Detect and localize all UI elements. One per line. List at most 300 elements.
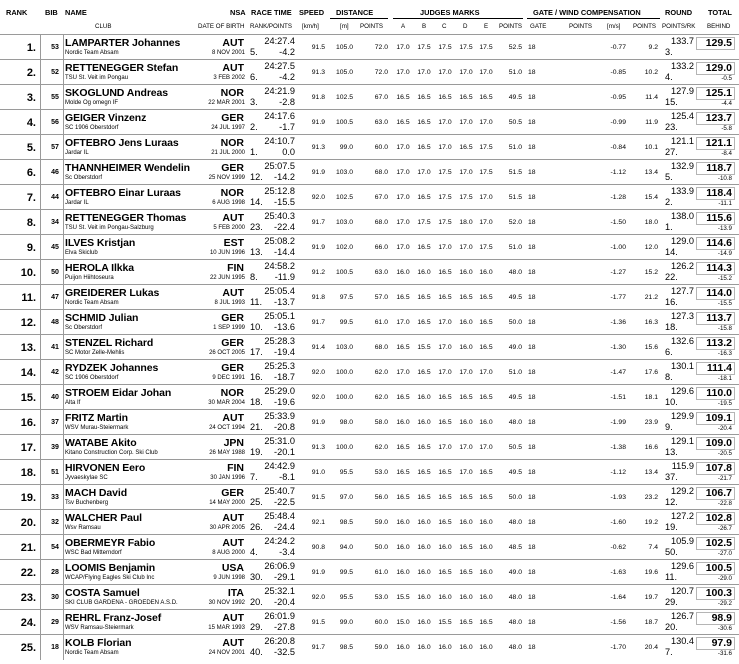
cell-rank: 20. bbox=[20, 517, 36, 529]
cell-race-behind: -19.6 bbox=[274, 397, 295, 407]
cell-race-behind: -20.1 bbox=[274, 447, 295, 457]
cell-club: Elva Skiclub bbox=[65, 250, 98, 256]
cell-race-behind: -4.2 bbox=[279, 72, 295, 82]
cell-race-time: 25:40.7 bbox=[264, 486, 295, 496]
table-row bbox=[0, 484, 739, 509]
cell-round-pts: 127.3 bbox=[671, 311, 694, 321]
cell-dist-pts: 56.0 bbox=[374, 494, 388, 501]
cell-dist-pts: 68.0 bbox=[374, 219, 388, 226]
cell-dist: 99.0 bbox=[339, 619, 353, 626]
column-divider bbox=[63, 460, 64, 485]
cell-total: 100.3 bbox=[705, 587, 732, 599]
cell-j-pts: 49.0 bbox=[508, 569, 522, 576]
cell-je: 16.5 bbox=[479, 319, 493, 326]
cell-wind: -1.30 bbox=[610, 344, 626, 351]
cell-dist: 100.0 bbox=[335, 394, 353, 401]
cell-ja: 16.0 bbox=[396, 544, 410, 551]
cell-ja: 17.0 bbox=[396, 144, 410, 151]
column-divider bbox=[40, 335, 41, 360]
cell-race-behind: -22.5 bbox=[274, 497, 295, 507]
cell-behind: -21.7 bbox=[717, 475, 732, 482]
cell-wind-pts: 16.6 bbox=[644, 444, 658, 451]
header-judge-points: POINTS bbox=[499, 23, 523, 30]
cell-race-rank: 11. bbox=[250, 297, 263, 307]
cell-j-pts: 48.5 bbox=[508, 544, 522, 551]
cell-round-rank: 11. bbox=[665, 572, 678, 582]
table-row bbox=[0, 609, 739, 634]
cell-speed: 92.0 bbox=[311, 194, 325, 201]
cell-race-time: 24:58.2 bbox=[264, 261, 295, 271]
cell-jd: 16.0 bbox=[459, 419, 473, 426]
cell-bib: 28 bbox=[51, 569, 59, 576]
cell-speed: 91.7 bbox=[311, 644, 325, 651]
column-divider bbox=[63, 35, 64, 60]
cell-gate: 18 bbox=[528, 169, 536, 176]
cell-wind-pts: 18.7 bbox=[644, 619, 658, 626]
cell-je: 17.5 bbox=[479, 144, 493, 151]
table-row bbox=[0, 434, 739, 459]
cell-jc: 17.0 bbox=[438, 444, 452, 451]
cell-jd: 17.5 bbox=[459, 194, 473, 201]
cell-nsa: NOR bbox=[220, 87, 244, 99]
cell-behind: -26.7 bbox=[717, 525, 732, 532]
cell-race-time: 25:29.0 bbox=[264, 386, 295, 396]
column-divider bbox=[40, 260, 41, 285]
cell-bib: 52 bbox=[51, 69, 59, 76]
cell-jd: 18.0 bbox=[459, 219, 473, 226]
cell-je: 16.0 bbox=[479, 519, 493, 526]
cell-speed: 91.8 bbox=[311, 294, 325, 301]
cell-wind-pts: 18.0 bbox=[644, 219, 658, 226]
cell-j-pts: 51.0 bbox=[508, 69, 522, 76]
cell-dist-pts: 68.0 bbox=[374, 169, 388, 176]
cell-behind: -19.5 bbox=[717, 400, 732, 407]
cell-round-pts: 130.1 bbox=[671, 361, 694, 371]
header-name: NAME bbox=[65, 8, 87, 17]
cell-race-behind: -20.4 bbox=[274, 597, 295, 607]
cell-race-rank: 16. bbox=[250, 372, 263, 382]
cell-nsa: GER bbox=[221, 162, 244, 174]
column-divider bbox=[40, 85, 41, 110]
cell-jc: 16.5 bbox=[438, 469, 452, 476]
cell-jc: 17.0 bbox=[438, 144, 452, 151]
cell-round-rank: 6. bbox=[665, 347, 673, 357]
cell-nsa: GER bbox=[221, 337, 244, 349]
cell-jc: 16.0 bbox=[438, 594, 452, 601]
cell-race-behind: -1.7 bbox=[279, 122, 295, 132]
header-speed: SPEED bbox=[299, 8, 325, 17]
cell-race-time: 25:25.3 bbox=[264, 361, 295, 371]
header-speed-unit: [km/h] bbox=[302, 23, 319, 30]
cell-j-pts: 50.0 bbox=[508, 494, 522, 501]
cell-race-behind: -8.1 bbox=[279, 472, 295, 482]
cell-total: 129.0 bbox=[705, 62, 732, 74]
cell-name: OFTEBRO Einar Luraas bbox=[65, 187, 181, 199]
cell-speed: 91.8 bbox=[311, 94, 325, 101]
cell-speed: 91.9 bbox=[311, 119, 325, 126]
column-divider bbox=[63, 610, 64, 635]
cell-gate: 18 bbox=[528, 94, 536, 101]
cell-rank: 17. bbox=[20, 442, 36, 454]
column-divider bbox=[63, 485, 64, 510]
cell-round-pts: 115.9 bbox=[671, 461, 694, 471]
cell-dist: 103.0 bbox=[335, 169, 353, 176]
cell-speed: 92.0 bbox=[311, 594, 325, 601]
cell-dob: 8 AUG 2000 bbox=[212, 550, 245, 556]
cell-rank: 12. bbox=[20, 317, 36, 329]
cell-nsa: GER bbox=[221, 112, 244, 124]
cell-wind: -1.77 bbox=[610, 294, 626, 301]
header-judge-e: E bbox=[484, 23, 489, 30]
cell-jc: 17.5 bbox=[438, 169, 452, 176]
cell-dob: 30 MAR 2004 bbox=[208, 400, 245, 406]
cell-speed: 91.9 bbox=[311, 244, 325, 251]
cell-race-rank: 23. bbox=[250, 222, 263, 232]
cell-j-pts: 49.5 bbox=[508, 94, 522, 101]
cell-club: WSC Bad Mitterndorf bbox=[65, 550, 122, 556]
cell-jd: 17.0 bbox=[459, 169, 473, 176]
cell-wind-pts: 19.7 bbox=[644, 594, 658, 601]
column-divider bbox=[63, 110, 64, 135]
cell-je: 16.5 bbox=[479, 494, 493, 501]
cell-rank: 3. bbox=[26, 92, 36, 104]
cell-round-pts: 133.9 bbox=[671, 186, 694, 196]
cell-jc: 17.0 bbox=[438, 119, 452, 126]
cell-bib: 30 bbox=[51, 594, 59, 601]
cell-gate: 18 bbox=[528, 194, 536, 201]
cell-gate: 18 bbox=[528, 244, 536, 251]
cell-speed: 91.2 bbox=[311, 269, 325, 276]
cell-name: GREIDERER Lukas bbox=[65, 287, 160, 299]
cell-wind-pts: 20.4 bbox=[644, 644, 658, 651]
cell-ja: 16.0 bbox=[396, 519, 410, 526]
cell-race-behind: -13.7 bbox=[274, 297, 295, 307]
cell-bib: 37 bbox=[51, 419, 59, 426]
cell-round-pts: 126.2 bbox=[671, 261, 694, 271]
cell-round-pts: 126.7 bbox=[671, 611, 694, 621]
column-divider bbox=[40, 185, 41, 210]
cell-wind: -1.28 bbox=[610, 194, 626, 201]
cell-dob: 9 JUN 1998 bbox=[213, 575, 245, 581]
cell-gate: 18 bbox=[528, 69, 536, 76]
cell-jb: 17.5 bbox=[417, 219, 431, 226]
cell-wind-pts: 15.6 bbox=[644, 344, 658, 351]
cell-behind: -29.2 bbox=[717, 600, 732, 607]
cell-j-pts: 48.0 bbox=[508, 269, 522, 276]
cell-dist: 97.5 bbox=[339, 294, 353, 301]
cell-dist-pts: 63.0 bbox=[374, 119, 388, 126]
cell-wind: -1.00 bbox=[610, 244, 626, 251]
cell-rank: 2. bbox=[26, 67, 36, 79]
cell-dob: 3 FEB 2002 bbox=[213, 75, 245, 81]
table-row bbox=[0, 634, 739, 659]
column-divider bbox=[63, 135, 64, 160]
cell-dob: 8 NOV 2001 bbox=[211, 50, 245, 56]
table-row bbox=[0, 259, 739, 284]
cell-round-rank: 13. bbox=[665, 447, 678, 457]
cell-dist-pts: 59.0 bbox=[374, 519, 388, 526]
cell-wind-pts: 19.6 bbox=[644, 569, 658, 576]
cell-bib: 42 bbox=[51, 369, 59, 376]
cell-club: SC Motor Zelle-Mehlis bbox=[65, 350, 125, 356]
cell-j-pts: 49.5 bbox=[508, 469, 522, 476]
cell-round-rank: 15. bbox=[665, 97, 678, 107]
cell-dob: 14 MAY 2000 bbox=[209, 500, 245, 506]
column-divider bbox=[63, 260, 64, 285]
cell-race-time: 24:24.2 bbox=[264, 536, 295, 546]
table-row bbox=[0, 559, 739, 584]
cell-jd: 16.5 bbox=[459, 94, 473, 101]
cell-total: 114.0 bbox=[706, 287, 732, 299]
cell-rank: 16. bbox=[20, 417, 36, 429]
header-behind: BEHIND bbox=[707, 23, 731, 30]
cell-club: Wsv Ramsau bbox=[65, 525, 101, 531]
cell-bib: 33 bbox=[51, 494, 59, 501]
cell-ja: 16.5 bbox=[396, 119, 410, 126]
cell-jb: 16.5 bbox=[417, 94, 431, 101]
cell-ja: 15.5 bbox=[396, 594, 410, 601]
cell-ja: 17.0 bbox=[396, 319, 410, 326]
cell-bib: 54 bbox=[51, 544, 59, 551]
cell-round-rank: 29. bbox=[665, 597, 678, 607]
cell-name: HIRVONEN Eero bbox=[65, 462, 146, 474]
cell-total: 107.8 bbox=[705, 462, 732, 474]
cell-wind-pts: 12.0 bbox=[644, 244, 658, 251]
table-row bbox=[0, 59, 739, 84]
cell-dist-pts: 58.0 bbox=[374, 419, 388, 426]
cell-wind-pts: 10.2 bbox=[644, 69, 658, 76]
cell-dob: 10 JUN 1996 bbox=[209, 250, 245, 256]
cell-dist: 100.0 bbox=[335, 444, 353, 451]
cell-nsa: NOR bbox=[220, 387, 244, 399]
cell-name: COSTA Samuel bbox=[65, 587, 140, 599]
cell-round-rank: 27. bbox=[665, 147, 678, 157]
cell-wind: -1.50 bbox=[610, 219, 626, 226]
header-judge-c: C bbox=[442, 23, 447, 30]
cell-rank: 25. bbox=[20, 642, 36, 654]
header-rank-points: RANK/POINTS bbox=[250, 23, 292, 30]
header-dob: DATE OF BIRTH bbox=[198, 23, 245, 30]
cell-ja: 16.0 bbox=[396, 569, 410, 576]
cell-jb: 16.0 bbox=[417, 269, 431, 276]
cell-race-rank: 12. bbox=[250, 172, 263, 182]
cell-speed: 91.5 bbox=[311, 619, 325, 626]
cell-name: THANNHEIMER Wendelin bbox=[65, 162, 190, 174]
cell-dist: 102.5 bbox=[335, 194, 353, 201]
cell-jc: 16.5 bbox=[438, 269, 452, 276]
cell-name: FRITZ Martin bbox=[65, 412, 128, 424]
cell-ja: 16.5 bbox=[396, 444, 410, 451]
cell-speed: 91.3 bbox=[311, 444, 325, 451]
cell-club: WSV Murau-Steiermark bbox=[65, 425, 129, 431]
cell-race-rank: 10. bbox=[250, 322, 263, 332]
cell-je: 17.0 bbox=[479, 369, 493, 376]
header-dist-points: POINTS bbox=[360, 23, 384, 30]
cell-behind: -4.4 bbox=[721, 100, 732, 107]
cell-race-behind: -4.2 bbox=[279, 47, 295, 57]
cell-jb: 16.0 bbox=[417, 544, 431, 551]
cell-total: 129.5 bbox=[705, 37, 732, 49]
cell-gate: 18 bbox=[528, 144, 536, 151]
cell-club: Tsv Buchenberg bbox=[65, 500, 109, 506]
cell-dist: 98.0 bbox=[339, 419, 353, 426]
cell-round-pts: 133.2 bbox=[671, 61, 694, 71]
cell-race-behind: -15.5 bbox=[274, 197, 295, 207]
cell-round-pts: 129.9 bbox=[671, 411, 694, 421]
column-divider bbox=[63, 510, 64, 535]
cell-race-time: 26:01.9 bbox=[264, 611, 295, 621]
cell-wind: -1.27 bbox=[610, 269, 626, 276]
header-judges: JUDGES MARKS bbox=[420, 8, 480, 17]
cell-race-time: 24:27.4 bbox=[264, 36, 295, 46]
cell-ja: 17.0 bbox=[396, 69, 410, 76]
cell-wind-pts: 13.4 bbox=[644, 469, 658, 476]
cell-round-rank: 2. bbox=[665, 197, 673, 207]
cell-name: GEIGER Vinzenz bbox=[65, 112, 147, 124]
cell-wind: -1.36 bbox=[610, 319, 626, 326]
cell-round-rank: 1. bbox=[665, 222, 673, 232]
cell-rank: 19. bbox=[20, 492, 36, 504]
cell-je: 16.5 bbox=[479, 394, 493, 401]
table-row bbox=[0, 234, 739, 259]
cell-behind: -13.9 bbox=[717, 225, 732, 232]
cell-speed: 90.8 bbox=[311, 544, 325, 551]
cell-club: TSU St. Veit im Pongau-Salzburg bbox=[65, 225, 154, 231]
cell-jb: 16.5 bbox=[417, 369, 431, 376]
cell-wind-pts: 7.4 bbox=[648, 544, 658, 551]
cell-name: STENZEL Richard bbox=[65, 337, 154, 349]
table-row bbox=[0, 84, 739, 109]
cell-jd: 16.0 bbox=[459, 594, 473, 601]
cell-round-rank: 4. bbox=[665, 72, 673, 82]
cell-j-pts: 48.0 bbox=[508, 619, 522, 626]
cell-ja: 16.5 bbox=[396, 494, 410, 501]
cell-jd: 16.5 bbox=[459, 294, 473, 301]
cell-behind: -18.1 bbox=[717, 375, 732, 382]
cell-dist: 98.5 bbox=[339, 519, 353, 526]
cell-race-behind: -18.7 bbox=[274, 372, 295, 382]
cell-race-time: 25:05.4 bbox=[264, 286, 295, 296]
cell-race-rank: 6. bbox=[250, 72, 258, 82]
cell-dist-pts: 60.0 bbox=[374, 619, 388, 626]
cell-wind: -0.62 bbox=[610, 544, 626, 551]
cell-ja: 16.5 bbox=[396, 344, 410, 351]
column-divider bbox=[40, 585, 41, 610]
cell-je: 16.5 bbox=[479, 619, 493, 626]
column-divider bbox=[63, 335, 64, 360]
cell-round-rank: 5. bbox=[665, 172, 673, 182]
cell-gate: 18 bbox=[528, 444, 536, 451]
cell-round-rank: 9. bbox=[665, 422, 673, 432]
cell-behind: -27.0 bbox=[717, 550, 732, 557]
column-divider bbox=[40, 285, 41, 310]
table-row bbox=[0, 109, 739, 134]
cell-speed: 91.0 bbox=[311, 469, 325, 476]
table-row bbox=[0, 534, 739, 559]
cell-behind: -15.2 bbox=[717, 275, 732, 282]
cell-gate: 18 bbox=[528, 269, 536, 276]
cell-jb: 16.0 bbox=[417, 419, 431, 426]
cell-race-rank: 3. bbox=[250, 97, 258, 107]
cell-ja: 17.0 bbox=[396, 369, 410, 376]
cell-wind-pts: 19.2 bbox=[644, 519, 658, 526]
cell-race-time: 26:20.8 bbox=[264, 636, 295, 646]
cell-je: 17.0 bbox=[479, 194, 493, 201]
cell-race-behind: 0.0 bbox=[282, 147, 295, 157]
cell-speed: 91.9 bbox=[311, 569, 325, 576]
cell-jb: 16.5 bbox=[417, 244, 431, 251]
cell-rank: 22. bbox=[20, 567, 36, 579]
header-wind-points: POINTS bbox=[633, 23, 657, 30]
cell-name: HEROLA Ilkka bbox=[65, 262, 135, 274]
cell-nsa: AUT bbox=[222, 212, 244, 224]
cell-jd: 16.5 bbox=[459, 144, 473, 151]
cell-wind: -0.84 bbox=[610, 144, 626, 151]
cell-bib: 55 bbox=[51, 94, 59, 101]
cell-rank: 7. bbox=[26, 192, 36, 204]
cell-jb: 16.0 bbox=[417, 569, 431, 576]
table-row bbox=[0, 409, 739, 434]
column-divider bbox=[40, 235, 41, 260]
cell-bib: 53 bbox=[51, 44, 59, 51]
cell-jd: 17.0 bbox=[459, 369, 473, 376]
cell-round-rank: 50. bbox=[665, 547, 678, 557]
cell-je: 16.0 bbox=[479, 644, 493, 651]
column-divider bbox=[63, 285, 64, 310]
cell-race-rank: 26. bbox=[250, 522, 263, 532]
column-divider bbox=[40, 385, 41, 410]
cell-dist: 97.0 bbox=[339, 494, 353, 501]
cell-round-rank: 37. bbox=[665, 472, 678, 482]
cell-race-behind: -29.1 bbox=[274, 572, 295, 582]
cell-round-rank: 3. bbox=[665, 47, 673, 57]
cell-nsa: GER bbox=[221, 487, 244, 499]
column-divider bbox=[40, 485, 41, 510]
column-divider bbox=[40, 160, 41, 185]
cell-nsa: NOR bbox=[220, 137, 244, 149]
cell-jc: 16.5 bbox=[438, 519, 452, 526]
cell-gate: 18 bbox=[528, 494, 536, 501]
column-divider bbox=[40, 360, 41, 385]
cell-ja: 17.0 bbox=[396, 194, 410, 201]
cell-race-rank: 18. bbox=[250, 397, 263, 407]
cell-dist-pts: 62.0 bbox=[374, 369, 388, 376]
cell-jd: 17.0 bbox=[459, 469, 473, 476]
cell-jb: 16.0 bbox=[417, 394, 431, 401]
cell-nsa: GER bbox=[221, 362, 244, 374]
cell-dist-pts: 62.0 bbox=[374, 444, 388, 451]
cell-jd: 17.0 bbox=[459, 69, 473, 76]
cell-dist: 100.5 bbox=[335, 119, 353, 126]
cell-behind: -8.4 bbox=[721, 150, 732, 157]
table-row bbox=[0, 459, 739, 484]
cell-bib: 32 bbox=[51, 519, 59, 526]
table-row bbox=[0, 34, 739, 59]
cell-total: 97.9 bbox=[711, 637, 732, 649]
cell-race-time: 25:33.9 bbox=[264, 411, 295, 421]
cell-bib: 50 bbox=[51, 269, 59, 276]
cell-gate: 18 bbox=[528, 369, 536, 376]
cell-wind: -1.99 bbox=[610, 419, 626, 426]
cell-je: 16.0 bbox=[479, 269, 493, 276]
cell-bib: 51 bbox=[51, 469, 59, 476]
cell-dist: 95.5 bbox=[339, 594, 353, 601]
cell-jc: 17.0 bbox=[438, 244, 452, 251]
cell-dist: 100.0 bbox=[335, 369, 353, 376]
cell-gate: 18 bbox=[528, 294, 536, 301]
cell-dob: 24 JUL 1997 bbox=[211, 125, 245, 131]
cell-j-pts: 49.5 bbox=[508, 394, 522, 401]
